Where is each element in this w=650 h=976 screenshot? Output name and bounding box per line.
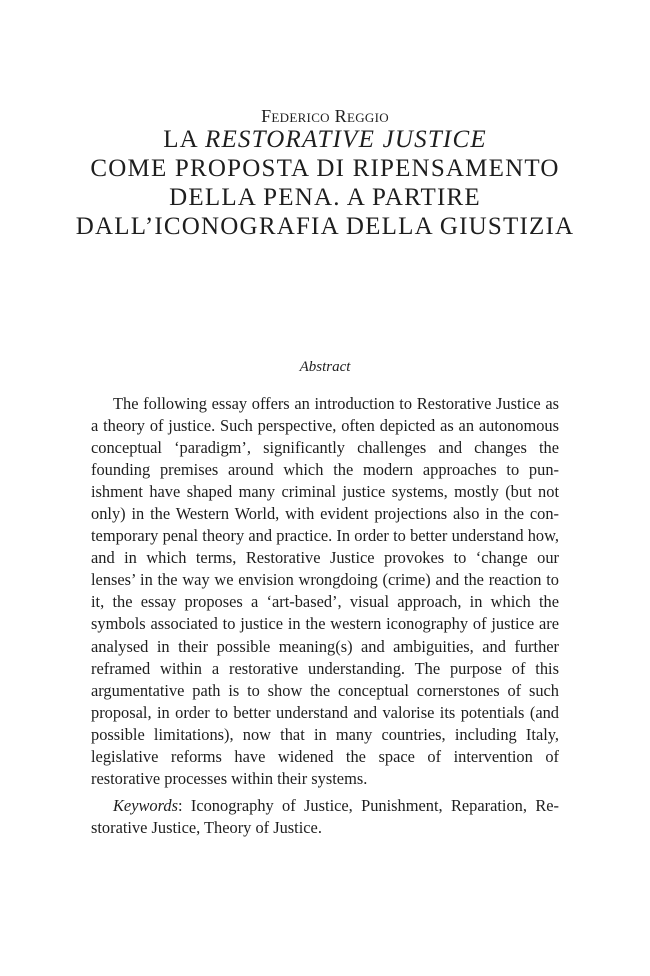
title-line-3: DELLA PENA. A PARTIRE [169, 184, 481, 211]
keywords-separator: : [177, 796, 191, 815]
keywords-text: Iconography of Justice, Punishment, Reparation, Restorative Justice, Theory of Justice. [91, 796, 559, 838]
title-line-2: COME PROPOSTA DI RIPENSAMENTO [90, 155, 560, 182]
title-line-1-italic: RESTORATIVE JUSTICE [204, 126, 487, 153]
title-line-1 [0, 125, 650, 154]
abstract-heading: Abstract [299, 359, 351, 375]
abstract-body: The following essay offers an introduction to Restorative Justice as a theory of justice. Such perspective, often depicted as an autonomous conceptual ‘paradigm’, significantly challenges and changes the founding premises around which the modern approaches to punishment have shaped many criminal justice systems, mostly (but not only) in the Western World, with evident projections also in the contemporary penal theory and practice. In order to better understand how, and in which terms, Restorative Justice provokes to ‘change our lenses’ in the way we envision wrongdoing (crime) and the reaction to it, the essay proposes a ‘art-based’, visual approach, in which the symbols associated to justice in the western iconography of justice are analysed in their possible meaning(s) and ambiguities, and further reframed within a restorative understanding. The purpose of this argumentative path is to show the conceptual cornerstones of such proposal, in order to better understand and valorise its potentials (and possible limitations), now that in many countries, including Italy, legislative reforms have widened the space of intervention of restorative processes within their systems. [91, 394, 559, 788]
article-title [0, 125, 650, 241]
title-line-1-prefix: LA [163, 126, 205, 153]
title-line-4: DALL’ICONOGRAFIA DELLA GIUSTIZIA [75, 213, 575, 240]
author-name: Federico Reggio [261, 106, 389, 126]
keywords-label: Keywords [113, 796, 178, 815]
keywords-paragraph [91, 795, 559, 839]
